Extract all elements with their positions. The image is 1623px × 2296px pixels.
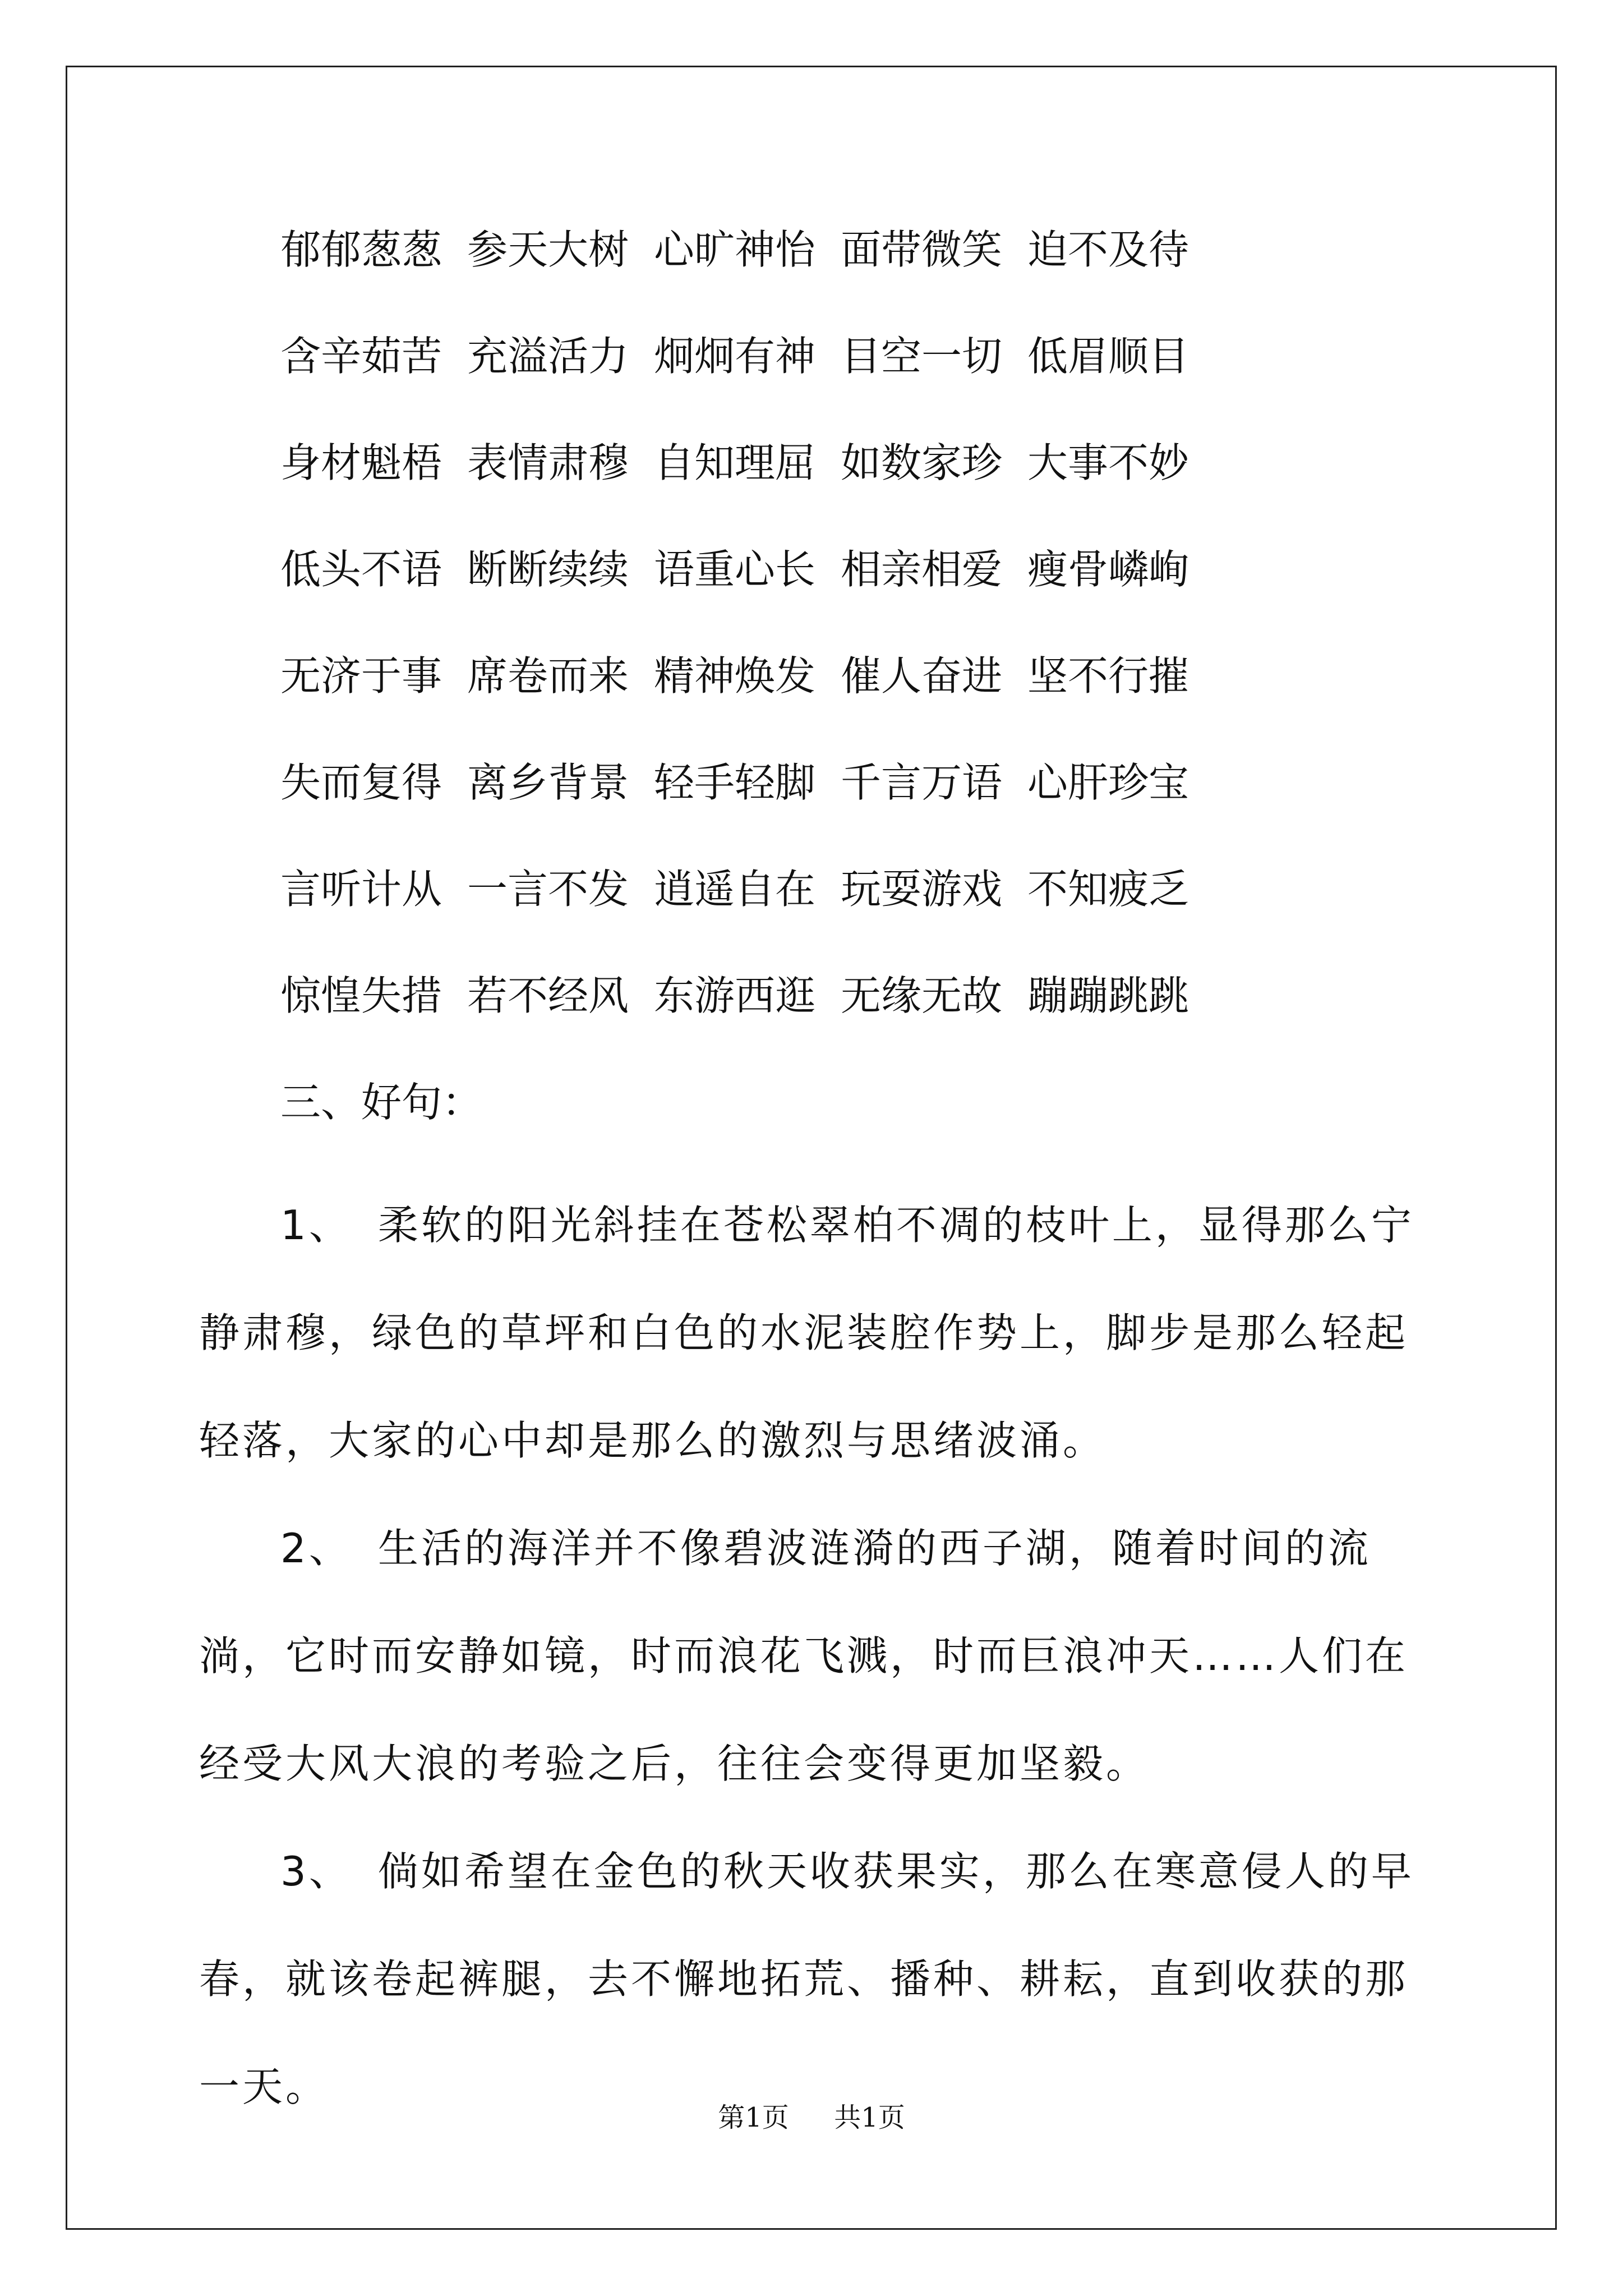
idiom: 语重心长 [654, 546, 816, 593]
idiom: 惊惶失措 [280, 972, 442, 1019]
idiom: 精神焕发 [654, 652, 816, 700]
sentence-number: 2、 [280, 1525, 352, 1572]
idiom-row [280, 331, 1290, 381]
idiom: 无济于事 [280, 652, 442, 700]
idiom-row [280, 757, 1290, 808]
idiom: 催人奋进 [841, 652, 1003, 700]
idiom: 断断续续 [467, 546, 629, 593]
idiom: 无缘无故 [841, 972, 1003, 1019]
idiom: 言听计从 [280, 866, 442, 913]
idiom: 如数家珍 [841, 439, 1003, 486]
idiom: 席卷而来 [467, 652, 629, 700]
idiom: 参天大树 [467, 226, 629, 273]
idiom: 面带微笑 [841, 226, 1003, 273]
idiom: 失而复得 [280, 759, 442, 806]
sentence-paragraph [199, 1171, 1433, 1494]
idiom: 离乡背景 [467, 759, 629, 806]
sentence-paragraph [199, 1818, 1433, 2141]
idiom: 坚不行摧 [1027, 652, 1189, 700]
idiom: 相亲相爱 [841, 546, 1003, 593]
idiom-row [280, 438, 1290, 488]
idiom: 心旷神怡 [654, 226, 816, 273]
sentence-paragraph [199, 1494, 1433, 1818]
idiom: 自知理屈 [654, 439, 816, 486]
sentence-text: 倘如希望在金色的秋天收获果实，那么在寒意侵人的早春，就该卷起裤腿，去不懈地拓荒、播种、耕耘，直到收获的那一天。 [199, 1848, 1414, 2110]
page-footer [0, 2101, 1623, 2134]
idiom: 东游西逛 [654, 972, 816, 1019]
idiom: 一言不发 [467, 866, 629, 913]
idiom: 大事不妙 [1027, 439, 1189, 486]
idiom: 郁郁葱葱 [280, 226, 442, 273]
idiom-row [280, 544, 1290, 595]
idiom: 轻手轻脚 [654, 759, 816, 806]
idiom: 迫不及待 [1027, 226, 1189, 273]
idiom: 身材魁梧 [280, 439, 442, 486]
page-total: 共1页 [834, 2102, 905, 2133]
idiom: 低头不语 [280, 546, 442, 593]
idiom: 充溢活力 [467, 333, 629, 380]
idiom-row [280, 864, 1290, 914]
idiom: 表情肃穆 [467, 439, 629, 486]
idiom: 玩耍游戏 [841, 866, 1003, 913]
sentence-text: 柔软的阳光斜挂在苍松翠柏不凋的枝叶上，显得那么宁静肃穆，绿色的草坪和白色的水泥装腔作势上，脚步是那么轻起轻落，大家的心中却是那么的激烈与思绪波涌。 [199, 1202, 1414, 1464]
sentence-number: 1、 [280, 1202, 352, 1249]
idiom-row [280, 970, 1290, 1021]
sentence-text: 生活的海洋并不像碧波涟漪的西子湖，随着时间的流淌，它时而安静如镜，时而浪花飞溅，时而巨浪冲天……人们在经受大风大浪的考验之后，往往会变得更加坚毅。 [199, 1525, 1409, 1787]
idiom: 心肝珍宝 [1027, 759, 1189, 806]
idiom: 含辛茹苦 [280, 333, 442, 380]
idiom-row [280, 651, 1290, 701]
section-heading: 三、好句： [280, 1079, 483, 1126]
idiom: 逍遥自在 [654, 866, 816, 913]
idiom: 若不经风 [467, 972, 629, 1019]
idiom: 不知疲乏 [1027, 866, 1189, 913]
idiom: 目空一切 [841, 333, 1003, 380]
sentence-number: 3、 [280, 1848, 352, 1895]
idiom: 瘦骨嶙峋 [1027, 546, 1189, 593]
idiom: 千言万语 [841, 759, 1003, 806]
idiom-row [280, 224, 1290, 275]
idiom: 低眉顺目 [1027, 333, 1189, 380]
idiom: 蹦蹦跳跳 [1027, 972, 1189, 1019]
idiom: 炯炯有神 [654, 333, 816, 380]
page-number: 第1页 [718, 2102, 789, 2133]
